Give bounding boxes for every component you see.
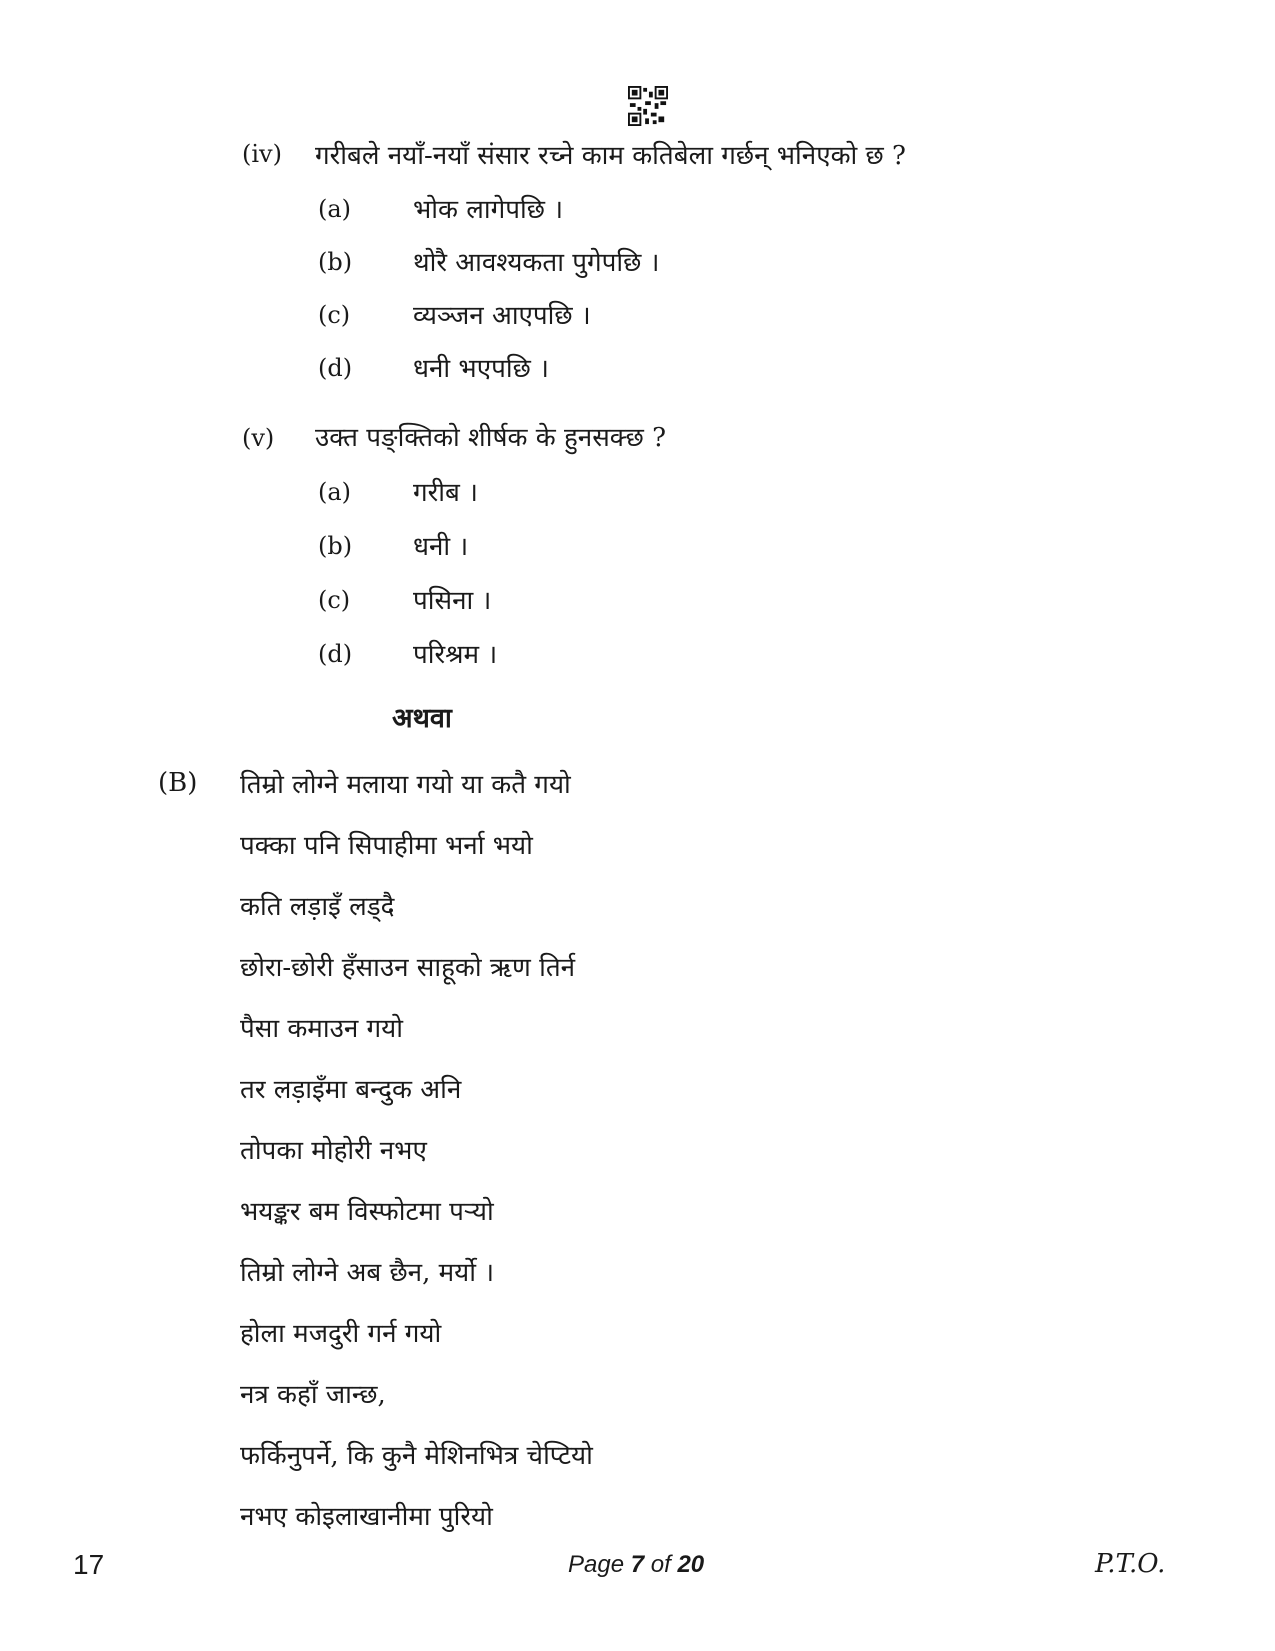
question-number: (v) [242,424,275,452]
poem-line: कति लड़ाइँ लड्दै [240,892,395,922]
poem-line: तिम्रो लोग्ने अब छैन, मर्यो । [240,1258,495,1288]
option-text: परिश्रम । [413,640,498,670]
poem-line: होला मजदुरी गर्न गयो [240,1319,442,1349]
or-heading: अथवा [392,703,452,734]
option-text: थोरै आवश्यकता पुगेपछि । [413,248,660,278]
option-label: (c) [318,301,351,329]
option-label: (c) [318,586,351,614]
option-label: (a) [318,195,352,223]
section-label: (B) [158,768,198,798]
poem-line: छोरा-छोरी हँसाउन साहूको ऋण तिर्न [240,953,576,983]
option-label: (a) [318,478,352,506]
option-text: व्यञ्जन आएपछि । [413,301,591,331]
option-text: धनी भएपछि । [413,354,549,384]
poem-line: पक्का पनि सिपाहीमा भर्ना भयो [240,831,533,861]
question-text: उक्त पङ्क्तिको शीर्षक के हुनसक्छ ? [315,423,667,453]
option-text: पसिना । [413,586,492,616]
poem-line: पैसा कमाउन गयो [240,1014,403,1044]
page-number: Page 7 of 20 [568,1551,705,1578]
poem-line: तिम्रो लोग्ने मलाया गयो या कतै गयो [240,770,571,800]
poem-line: नभए कोइलाखानीमा पुरियो [240,1502,493,1532]
qr-code-icon [628,86,668,126]
option-text: भोक लागेपछि । [413,195,564,225]
option-label: (b) [318,532,353,560]
poem-line: तोपका मोहोरी नभए [240,1136,427,1166]
poem-line: तर लड़ाइँमा बन्दुक अनि [240,1075,462,1105]
question-text: गरीबले नयाँ-नयाँ संसार रच्ने काम कतिबेला गर्छन् भनिएको छ ? [315,141,906,171]
poem-line: नत्र कहाँ जान्छ, [240,1380,386,1410]
pto-label: P.T.O. [1095,1549,1166,1579]
option-text: धनी । [413,532,469,562]
option-label: (d) [318,640,353,668]
poem-line: फर्किनुपर्ने, कि कुनै मेशिनभित्र चेप्टियो [240,1441,593,1471]
option-text: गरीब । [413,478,478,508]
option-label: (d) [318,354,353,382]
paper-code: 17 [73,1549,105,1580]
option-label: (b) [318,248,353,276]
poem-line: भयङ्कर बम विस्फोटमा पर्‍यो [240,1197,494,1227]
question-number: (iv) [242,140,282,168]
